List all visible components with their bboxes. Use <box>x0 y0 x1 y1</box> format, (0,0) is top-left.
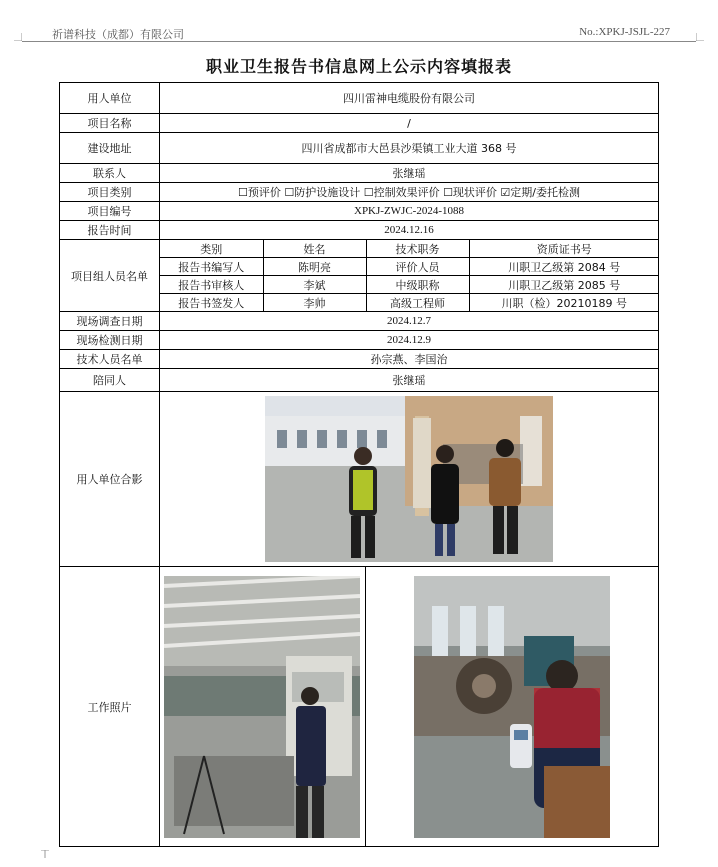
member-cert: 川职（检）20210189 号 <box>469 294 659 312</box>
row-employer <box>60 83 659 114</box>
work-photo-left-image <box>164 576 360 838</box>
address-label: 建设地址 <box>60 133 160 164</box>
work-photo-right-image <box>414 576 610 838</box>
team-header-row <box>160 240 659 258</box>
page-title: 职业卫生报告书信息网上公示内容填报表 <box>205 57 512 76</box>
survey-date-value: 2024.12.7 <box>160 312 659 331</box>
team-header-category: 类别 <box>160 240 263 258</box>
row-survey-date <box>60 312 659 331</box>
work-photo-left <box>164 576 360 838</box>
crop-mark-top-right <box>696 33 704 41</box>
detect-date-value: 2024.12.9 <box>160 331 659 350</box>
team-cell <box>160 240 659 312</box>
member-title: 中级职称 <box>366 276 469 294</box>
document-number: No.:XPKJ-JSJL-227 <box>579 26 670 38</box>
table-row <box>160 294 659 312</box>
project-no-label: 项目编号 <box>60 202 160 221</box>
row-address <box>60 133 659 164</box>
team-label: 项目组人员名单 <box>60 240 160 312</box>
work-photo-right-cell <box>365 567 659 846</box>
row-report-date <box>60 221 659 240</box>
table-row <box>160 258 659 276</box>
row-group-photo <box>60 392 659 567</box>
row-detect-date <box>60 331 659 350</box>
address-value: 四川省成都市大邑县沙渠镇工业大道 368 号 <box>160 133 659 164</box>
team-header-name: 姓名 <box>263 240 366 258</box>
category-value: ☐预评价 ☐防护设施设计 ☐控制效果评价 ☐现状评价 ☑定期/委托检测 <box>160 183 659 202</box>
work-photo-label: 工作照片 <box>60 567 160 847</box>
company-name: 祈谱科技（成都）有限公司 <box>52 28 184 41</box>
report-date-value: 2024.12.16 <box>160 221 659 240</box>
detect-date-label: 现场检测日期 <box>60 331 160 350</box>
survey-date-label: 现场调查日期 <box>60 312 160 331</box>
escort-label: 陪同人 <box>60 369 160 392</box>
row-work-photos <box>60 567 659 847</box>
crop-mark-top-left <box>14 33 22 41</box>
employer-label: 用人单位 <box>60 83 160 114</box>
group-photo-image <box>265 396 553 562</box>
info-form-table <box>59 82 659 847</box>
member-name: 李斌 <box>263 276 366 294</box>
report-date-label: 报告时间 <box>60 221 160 240</box>
group-photo-label: 用人单位合影 <box>60 392 160 567</box>
member-name: 陈明亮 <box>263 258 366 276</box>
work-photo-left-cell <box>160 567 365 846</box>
member-cert: 川职卫乙级第 2084 号 <box>469 258 659 276</box>
project-name-value: / <box>160 114 659 133</box>
member-name: 李帅 <box>263 294 366 312</box>
team-header-cert: 资质证书号 <box>469 240 659 258</box>
tech-staff-value: 孙宗燕、李国治 <box>160 350 659 369</box>
category-label: 项目类别 <box>60 183 160 202</box>
employer-value: 四川雷神电缆股份有限公司 <box>160 83 659 114</box>
row-escort <box>60 369 659 392</box>
contact-value: 张继瑶 <box>160 164 659 183</box>
group-photo-cell <box>160 392 659 567</box>
escort-value: 张继瑶 <box>160 369 659 392</box>
group-photo <box>265 396 553 562</box>
work-photo-right <box>414 576 610 838</box>
row-tech-staff <box>60 350 659 369</box>
member-title: 高级工程师 <box>366 294 469 312</box>
row-project-no <box>60 202 659 221</box>
header-rule <box>22 41 696 42</box>
contact-label: 联系人 <box>60 164 160 183</box>
project-name-label: 项目名称 <box>60 114 160 133</box>
project-no-value: XPKJ-ZWJC-2024-1088 <box>160 202 659 221</box>
member-cert: 川职卫乙级第 2085 号 <box>469 276 659 294</box>
row-contact <box>60 164 659 183</box>
work-photo-cell <box>160 567 659 847</box>
row-category <box>60 183 659 202</box>
row-team <box>60 240 659 312</box>
member-role: 报告书编写人 <box>160 258 263 276</box>
tech-staff-label: 技术人员名单 <box>60 350 160 369</box>
row-project-name <box>60 114 659 133</box>
work-photo-table <box>160 567 659 846</box>
team-header-title: 技术职务 <box>366 240 469 258</box>
member-title: 评价人员 <box>366 258 469 276</box>
member-role: 报告书签发人 <box>160 294 263 312</box>
member-role: 报告书审核人 <box>160 276 263 294</box>
crop-mark-bottom-left <box>41 850 49 858</box>
table-row <box>160 276 659 294</box>
team-table <box>160 240 659 311</box>
